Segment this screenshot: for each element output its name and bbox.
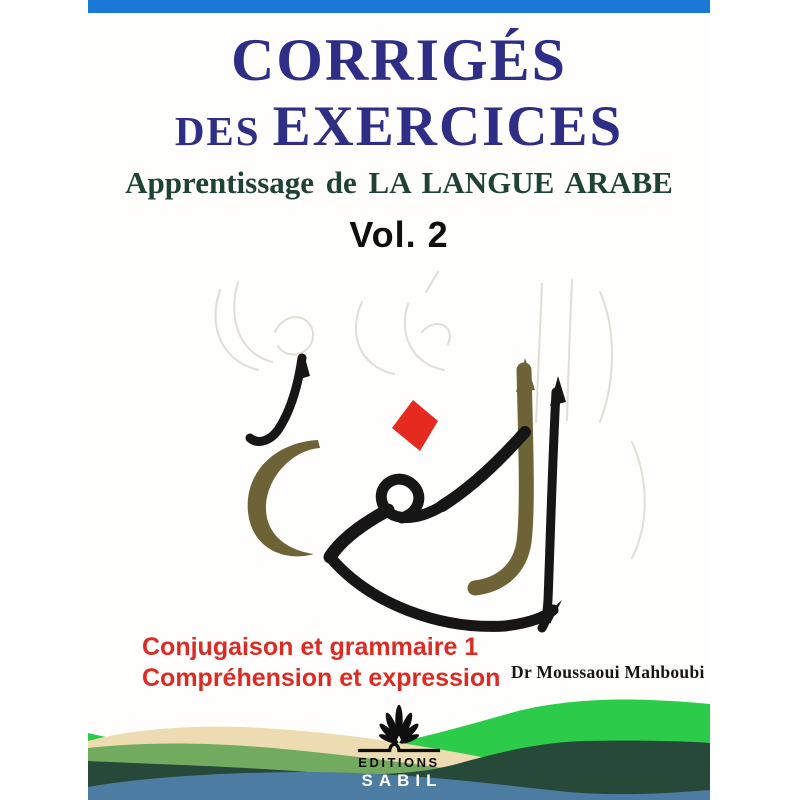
publisher-name-sabil: SABIL <box>361 771 443 790</box>
subtitle: Apprentissage de LA LANGUE ARABE <box>125 165 673 200</box>
book-cover <box>88 0 710 800</box>
arabic-calligraphy <box>180 270 680 650</box>
title-line2-main: EXERCICES <box>272 95 624 158</box>
palm-icon <box>349 702 449 758</box>
top-bar <box>88 0 710 13</box>
title-line2-des: DES <box>174 108 261 154</box>
publisher-name-editions: EDITIONS <box>358 755 440 770</box>
red-diamond-dot <box>392 400 438 451</box>
book-title <box>88 27 710 158</box>
topics-block <box>142 632 500 694</box>
topic-line-1: Conjugaison et grammaire 1 <box>142 633 479 661</box>
topic-line-2: Compréhension et expression <box>142 664 501 692</box>
title-line2 <box>88 95 710 158</box>
volume-label: Vol. 2 <box>349 214 449 255</box>
author-name: Dr Moussaoui Mahboubi <box>511 662 705 682</box>
title-line1: CORRIGÉS <box>230 27 568 93</box>
publisher-logo <box>324 702 474 791</box>
calligraphy-black-strokes <box>250 358 556 628</box>
